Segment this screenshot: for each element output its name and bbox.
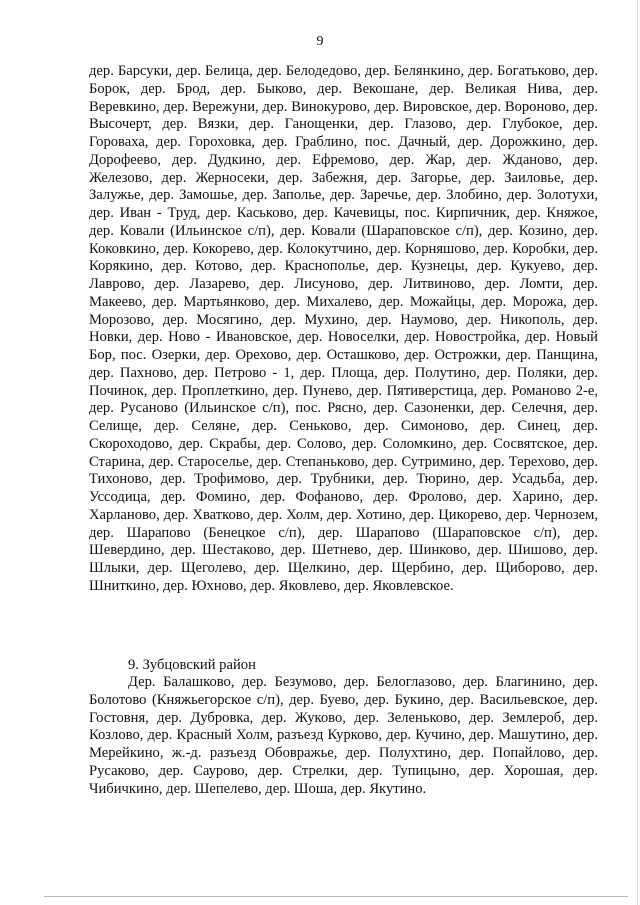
district-heading: 9. Зубцовский район (128, 657, 256, 673)
scan-right-edge-line (637, 0, 638, 905)
scan-bottom-edge-line (44, 896, 628, 897)
district-settlement-list-paragraph: Дер. Балашково, дер. Безумово, дер. Белоглазово, дер. Благинино, дер. Болотово (Княжьегорское с/п), дер. Буево, дер. Букино, дер. Васильевское, дер. Гостовня, дер. Дубровка, дер. Жуково, дер. Зеленьково, дер. Землероб, дер. Козлово, дер. Красный Холм, разъезд Курково, дер. Кучино, дер. Машутино, дер. Мерейкино, ж.-д. разъезд Обовражье, дер. Полухтино, дер. Попайлово, дер. Русаково, дер. Саурово, дер. Стрелки, дер. Тупицыно, дер. Хорошая, дер. Чибичкино, дер. Шепелево, дер. Шоша, дер. Якутино. (89, 674, 598, 797)
settlement-list-paragraph: дер. Барсуки, дер. Белица, дер. Белодедово, дер. Белянкино, дер. Богатьково, дер. Борок, дер. Брод, дер. Быково, дер. Векошане, дер. Великая Нива, дер. Веревкино, дер. Вережуни, дер. Винокурово, дер. Вировское, дер. Вороново, дер. Высочерт, дер. Вязки, дер. Ганощенки, дер. Глазово, дер. Глубокое, дер. Гороваха, дер. Гороховка, дер. Граблино, пос. Дачный, дер. Дорожкино, дер. Дорофеево, дер. Дудкино, дер. Ефремово, дер. Жар, дер. Жданово, дер. Железово, дер. Жерносеки, дер. Забежня, дер. Загорье, дер. Заиловье, дер. Залужье, дер. Замошье, дер. Заполье, дер. Заречье, дер. Злобино, дер. Золотухи, дер. Иван - Труд, дер. Каськово, дер. Качевицы, пос. Кирпичник, дер. Княжое, дер. Ковали (Ильинское с/п), дер. Ковали (Шараповское с/п), дер. Козино, дер. Коковкино, дер. Кокорево, дер. Колокутчино, дер. Корняшово, дер. Коробки, дер. Корякино, дер. Котово, дер. Краснополье, дер. Кузнецы, дер. Кукуево, дер. Лаврово, дер. Лазарево, дер. Лисуново, дер. Литвиново, дер. Ломти, дер. Макеево, дер. Мартьянково, дер. Михалево, дер. Можайцы, дер. Морожа, дер. Морозово, дер. Мосягино, дер. Мухино, дер. Наумово, дер. Никополь, дер. Новки, дер. Ново - Ивановское, дер. Новоселки, дер. Новостройка, дер. Новый Бор, пос. Озерки, дер. Орехово, дер. Осташково, дер. Острожки, дер. Панщина, дер. Пахново, дер. Петрово - 1, дер. Площа, дер. Полутино, дер. Поляки, дер. Починок, дер. Проплеткино, дер. Пунево, дер. Пятиверстица, дер. Романово 2-е, дер. Русаново (Ильинское с/п), пос. Рясно, дер. Сазоненки, дер. Селечня, дер. Селище, дер. Селяне, дер. Сеньково, дер. Симоново, дер. Синец, дер. Скороходово, дер. Скрабы, дер. Солово, дер. Соломкино, дер. Сосвятское, дер. Старина, дер. Староселье, дер. Степаньково, дер. Сутримино, дер. Терехово, дер. Тихоново, дер. Трофимово, дер. Трубники, дер. Тюрино, дер. Усадьба, дер. Уссодица, дер. Фомино, дер. Фофаново, дер. Фролово, дер. Харино, дер. Харланово, дер. Хватково, дер. Холм, дер. Хотино, дер. Цикорево, дер. Чернозем, дер. Шарапово (Бенецкое с/п), дер. Шарапово (Шараповское с/п), дер. Шевердино, дер. Шестаково, дер. Шетнево, дер. Шинково, дер. Шишово, дер. Шлыки, дер. Щеголево, дер. Щелкино, дер. Щербино, дер. Щиборово, дер. Шниткино, дер. Юхново, дер. Яковлево, дер. Яковлевское. (89, 63, 598, 594)
page-number: 9 (316, 34, 324, 49)
